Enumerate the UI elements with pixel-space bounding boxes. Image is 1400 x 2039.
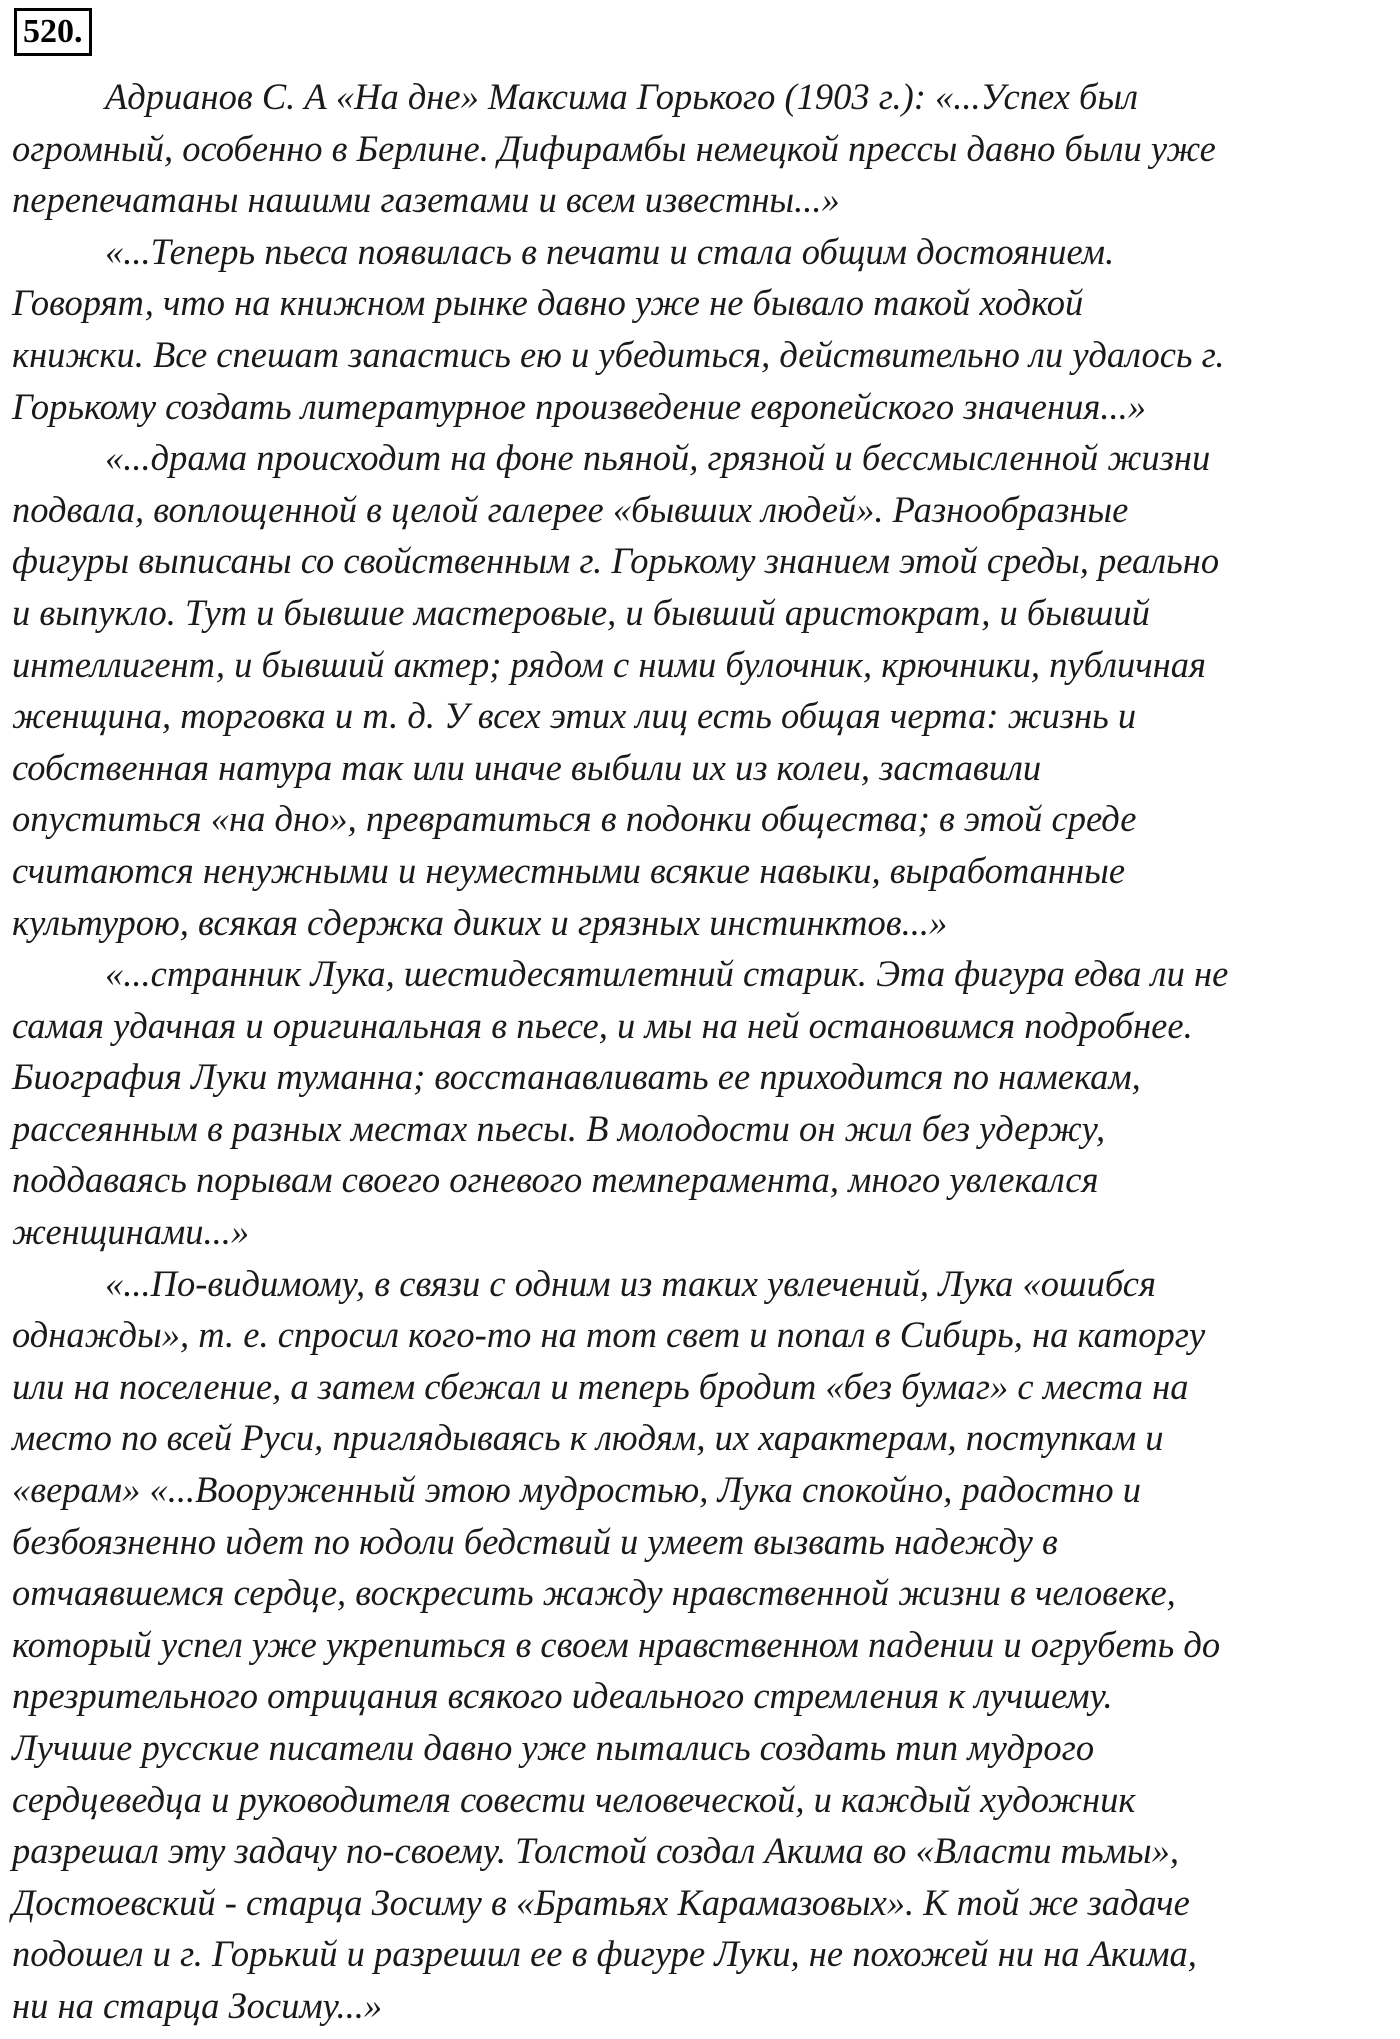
text-line bbox=[12, 1619, 1392, 1671]
text-line bbox=[12, 1516, 1392, 1568]
text-line-content: Говорят, что на книжном рынке давно уже не бывало такой ходкой bbox=[12, 282, 1084, 324]
text-line-content: перепечатаны нашими газетами и всем известны...» bbox=[12, 179, 840, 221]
text-line bbox=[12, 690, 1392, 742]
document-text bbox=[12, 71, 1392, 2032]
text-line-content: Достоевский - старца Зосиму в «Братьях Карамазовых». К той же задаче bbox=[12, 1881, 1190, 1923]
text-line-content: женщина, торговка и т. д. У всех этих лиц есть общая черта: жизнь и bbox=[12, 695, 1137, 737]
text-line-content: «...Теперь пьеса появилась в печати и стала общим достоянием. bbox=[105, 230, 1115, 272]
text-line bbox=[12, 845, 1392, 897]
text-line-content: подошел и г. Горький и разрешил ее в фигуре Луки, не похожей ни на Акима, bbox=[12, 1933, 1197, 1975]
text-line bbox=[12, 1051, 1392, 1103]
text-line bbox=[12, 1412, 1392, 1464]
text-line bbox=[12, 1774, 1392, 1826]
text-line-content: Лучшие русские писатели давно уже пытались создать тип мудрого bbox=[12, 1727, 1095, 1768]
text-line bbox=[12, 1103, 1392, 1155]
text-line bbox=[12, 587, 1392, 639]
text-line bbox=[12, 948, 1392, 1000]
text-line bbox=[12, 1670, 1392, 1722]
text-line-content: однажды», т. е. спросил кого-то на тот свет и попал в Сибирь, на каторгу bbox=[12, 1314, 1206, 1356]
text-line-content: «...По-видимому, в связи с одним из таких увлечений, Лука «ошибся bbox=[105, 1262, 1156, 1304]
text-line-content: самая удачная и оригинальная в пьесе, и мы на ней остановимся подробнее. bbox=[12, 1004, 1193, 1046]
text-line bbox=[12, 1000, 1392, 1052]
text-line bbox=[12, 742, 1392, 794]
text-line bbox=[12, 226, 1392, 278]
text-line-content: разрешал эту задачу по-своему. Толстой создал Акима во «Власти тьмы», bbox=[12, 1830, 1180, 1872]
text-line-content: который успел уже укрепиться в своем нравственном падении и огрубеть до bbox=[12, 1623, 1221, 1665]
text-line bbox=[12, 71, 1392, 123]
text-line-content: рассеянным в разных местах пьесы. В молодости он жил без удержу, bbox=[12, 1107, 1106, 1149]
text-line bbox=[12, 1464, 1392, 1516]
text-line-content: считаются ненужными и неуместными всякие навыки, выработанные bbox=[12, 849, 1126, 891]
text-line-content: женщинами...» bbox=[12, 1211, 250, 1253]
text-line-content: поддаваясь порывам своего огневого темперамента, много увлекался bbox=[12, 1159, 1099, 1201]
text-line bbox=[12, 1309, 1392, 1361]
text-line bbox=[12, 1980, 1392, 2032]
text-line-content: отчаявшемся сердце, воскресить жажду нравственной жизни в человеке, bbox=[12, 1572, 1176, 1614]
text-line bbox=[12, 639, 1392, 691]
text-line bbox=[12, 1361, 1392, 1413]
text-line-content: фигуры выписаны со свойственным г. Горькому знанием этой среды, реально bbox=[12, 540, 1220, 582]
text-line-content: или на поселение, а затем сбежал и теперь бродит «без бумаг» с места на bbox=[12, 1365, 1189, 1407]
text-line bbox=[12, 535, 1392, 587]
text-line-content: безбоязненно идет по юдоли бедствий и умеет вызвать надежду в bbox=[12, 1520, 1058, 1562]
text-line bbox=[12, 1154, 1392, 1206]
text-line-content: книжки. Все спешат запастись ею и убедиться, действительно ли удалось г. bbox=[12, 333, 1225, 375]
text-line bbox=[12, 1877, 1392, 1929]
text-line-content: собственная натура так или иначе выбили их из колеи, заставили bbox=[12, 746, 1042, 788]
text-line-content: огромный, особенно в Берлине. Дифирамбы немецкой прессы давно были уже bbox=[12, 127, 1216, 169]
text-line bbox=[12, 1567, 1392, 1619]
text-line-content: Биография Луки туманна; восстанавливать ее приходится по намекам, bbox=[12, 1056, 1141, 1098]
text-line bbox=[12, 123, 1392, 175]
text-line-content: культурою, всякая сдержка диких и грязных инстинктов...» bbox=[12, 901, 948, 943]
text-line bbox=[12, 793, 1392, 845]
text-line-content: и выпукло. Тут и бывшие мастеровые, и бывший аристократ, и бывший bbox=[12, 591, 1150, 633]
text-line bbox=[12, 432, 1392, 484]
text-line bbox=[12, 1722, 1392, 1774]
text-line-content: «верам» «...Вооруженный этою мудростью, Лука спокойно, радостно и bbox=[12, 1469, 1141, 1511]
text-line-content: подвала, воплощенной в целой галерее «бывших людей». Разнообразные bbox=[12, 488, 1129, 530]
text-line bbox=[12, 174, 1392, 226]
text-line bbox=[12, 381, 1392, 433]
text-line-content: «...странник Лука, шестидесятилетний старик. Эта фигура едва ли не bbox=[105, 953, 1229, 995]
text-line-content: презрительного отрицания всякого идеального стремления к лучшему. bbox=[12, 1675, 1113, 1717]
text-line-content: интеллигент, и бывший актер; рядом с ними булочник, крючники, публичная bbox=[12, 643, 1206, 685]
text-line bbox=[12, 329, 1392, 381]
text-line bbox=[12, 1825, 1392, 1877]
text-line-content: «...драма происходит на фоне пьяной, грязной и бессмысленной жизни bbox=[105, 437, 1211, 479]
text-line bbox=[12, 1258, 1392, 1310]
text-line bbox=[12, 897, 1392, 949]
text-line-content: место по всей Руси, приглядываясь к людям, их характерам, поступкам и bbox=[12, 1417, 1164, 1459]
text-line bbox=[12, 484, 1392, 536]
text-line-content: Адрианов С. А «На дне» Максима Горького (1903 г.): «...Успех был bbox=[105, 76, 1139, 117]
text-line-content: сердцеведца и руководителя совести человеческой, и каждый художник bbox=[12, 1778, 1136, 1820]
text-line-content: Горькому создать литературное произведение европейского значения...» bbox=[12, 385, 1146, 427]
text-line-content: опуститься «на дно», превратиться в подонки общества; в этой среде bbox=[12, 798, 1137, 840]
text-line bbox=[12, 1928, 1392, 1980]
exercise-number: 520. bbox=[14, 8, 92, 56]
text-line bbox=[12, 1206, 1392, 1258]
text-line-content: ни на старца Зосиму...» bbox=[12, 1984, 383, 2026]
text-line bbox=[12, 277, 1392, 329]
